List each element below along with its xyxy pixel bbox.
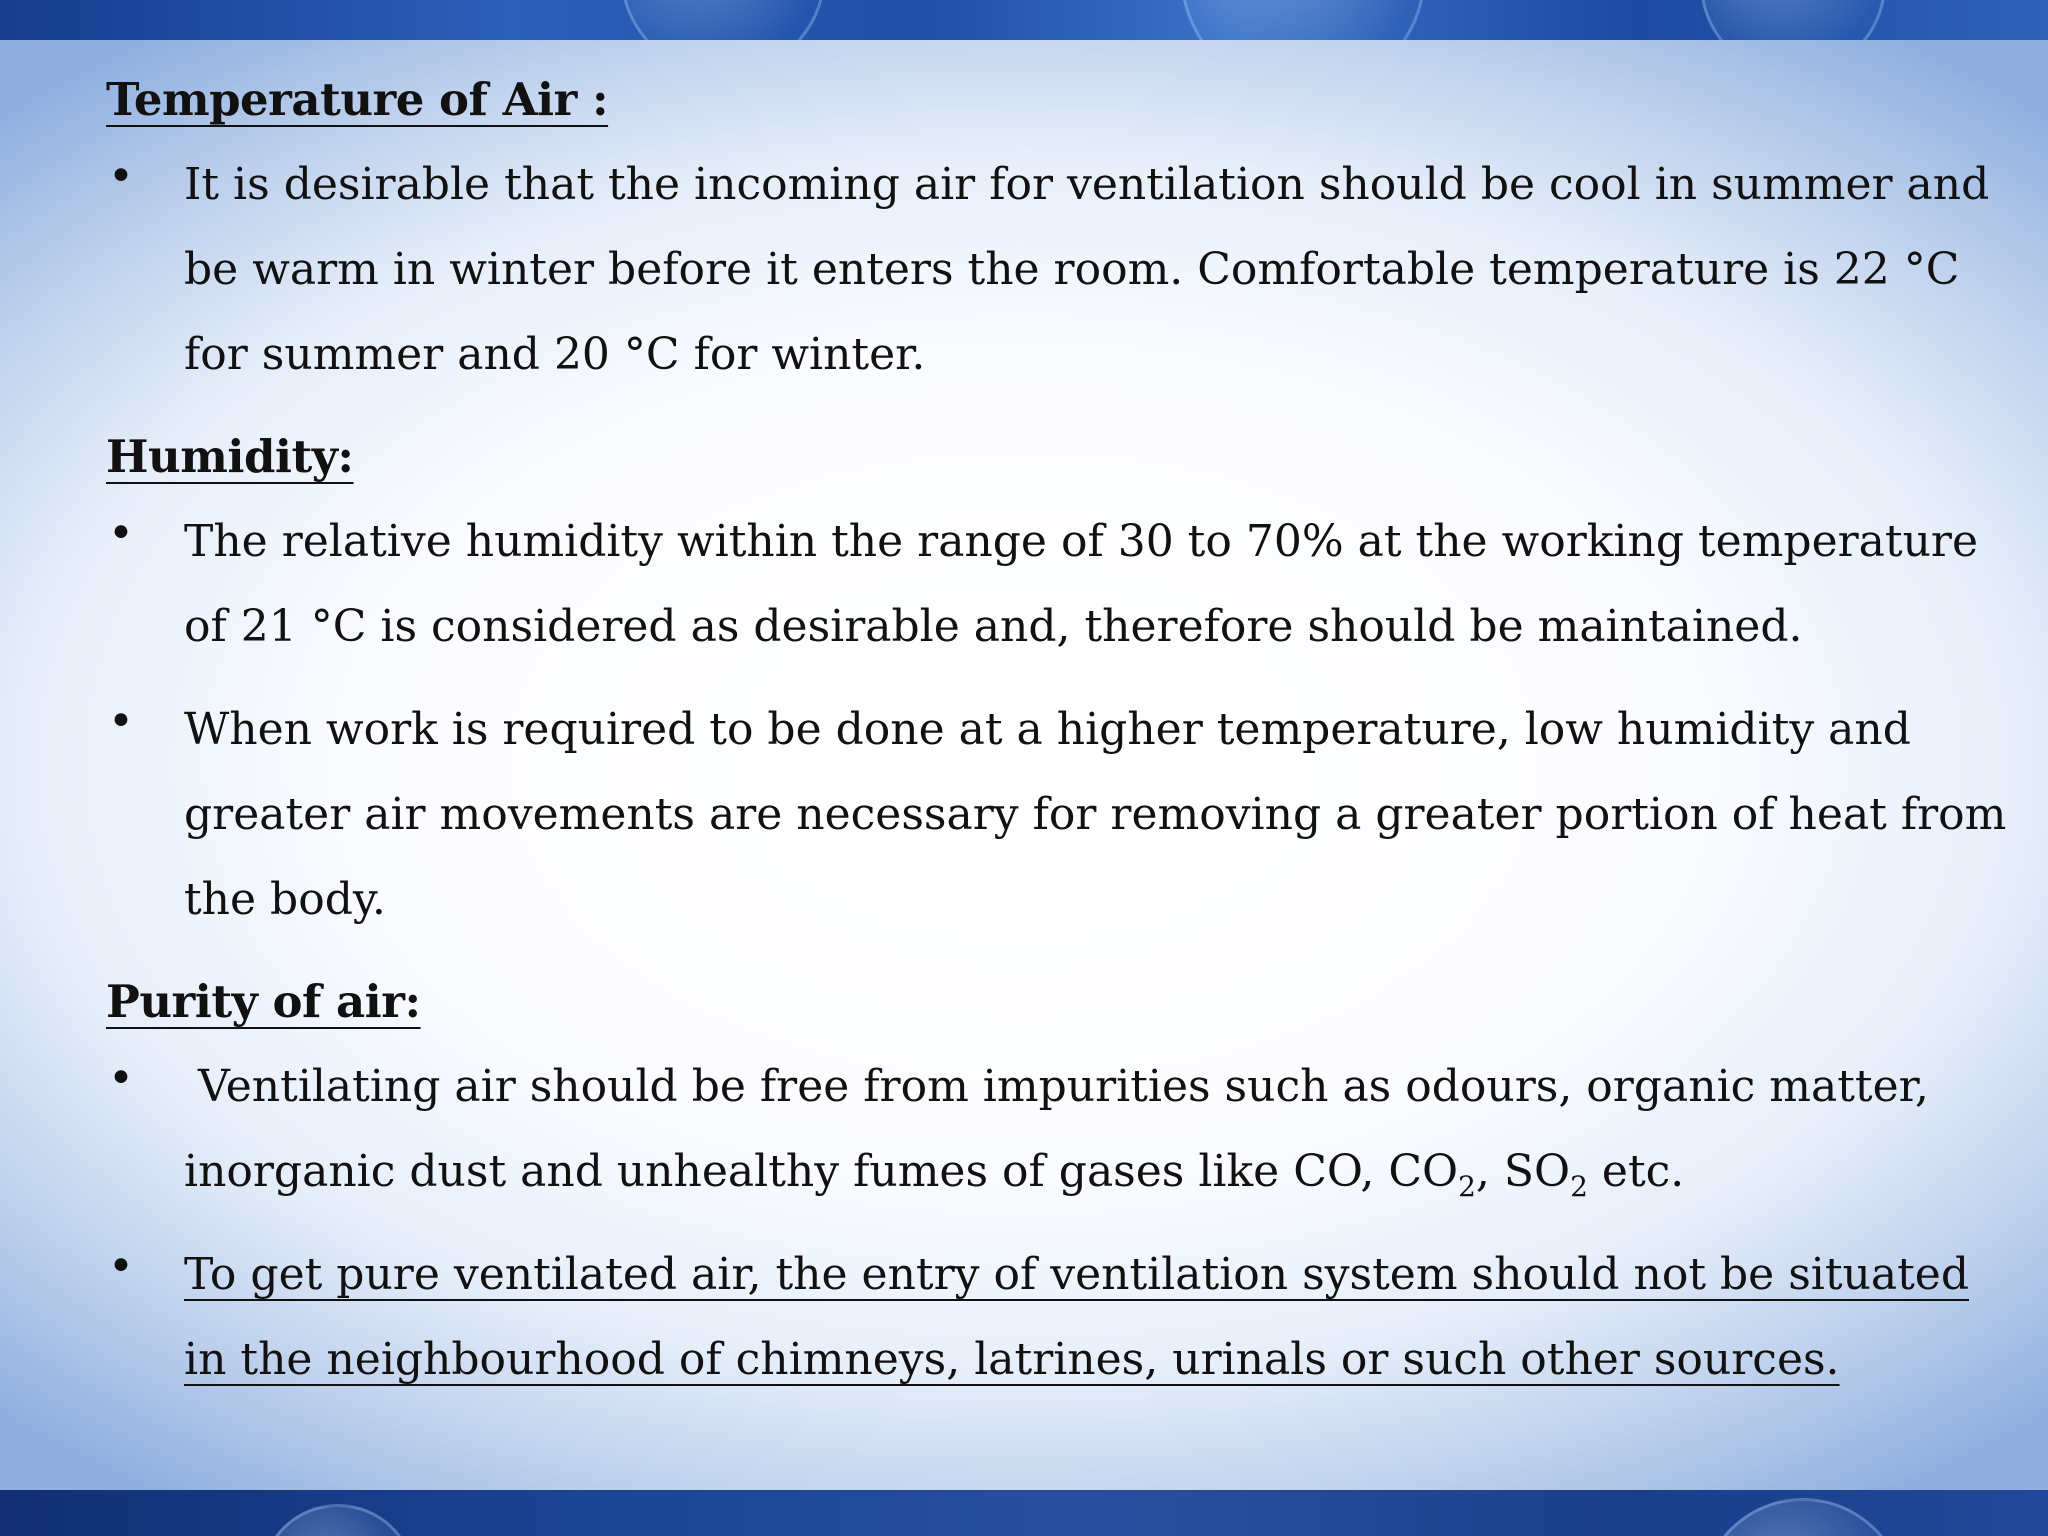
slide-body xyxy=(0,40,2048,1490)
bullet-text-mid: , SO xyxy=(1475,1146,1571,1197)
bullet-item xyxy=(106,1044,2024,1214)
bullet-item xyxy=(106,687,2024,942)
slide-content xyxy=(106,58,2007,1420)
heading-purity-of-air: Purity of air: xyxy=(106,975,421,1028)
bullet-text-underlined: To get pure ventilated air, the entry of ventilation system should not be situated in the neighbourhood of chimneys, latrines, urinals or such other sources. xyxy=(184,1249,1969,1385)
subscript: 2 xyxy=(1570,1169,1588,1203)
bubble-decoration xyxy=(1180,0,1426,40)
heading-humidity: Humidity: xyxy=(106,430,354,483)
bullet-icon: • xyxy=(108,1053,134,1104)
bubble-decoration xyxy=(620,0,826,40)
bullet-item xyxy=(106,1232,2024,1402)
bullet-text: The relative humidity within the range of 30 to 70% at the working temperature of 21 °C is considered as desirable and, therefore should be maintained. xyxy=(184,516,1978,652)
bullet-text-line2: inorganic dust and unhealthy fumes of gases like CO, CO xyxy=(184,1146,1459,1197)
bullet-icon: • xyxy=(108,696,134,747)
heading-temperature-of-air: Temperature of Air : xyxy=(106,73,609,126)
bullet-icon: • xyxy=(108,508,134,559)
bullet-item xyxy=(106,142,2024,397)
bullet-text: When work is required to be done at a higher temperature, low humidity and greater air movements are necessary for removing a greater portion of heat from the body. xyxy=(184,704,2007,925)
bubble-decoration xyxy=(1700,1498,1906,1536)
bubble-decoration xyxy=(1700,0,1886,40)
bullet-text: It is desirable that the incoming air for ventilation should be cool in summer and be warm in winter before it enters the room. Comfortable temperature is 22 °C for summer and 20 °C for winter. xyxy=(184,159,1990,380)
top-decorative-band xyxy=(0,0,2048,40)
bullet-item xyxy=(106,499,2024,669)
bullet-icon: • xyxy=(108,1241,134,1292)
bullet-text-end: etc. xyxy=(1587,1146,1685,1197)
bullet-text-line1: Ventilating air should be free from impurities such as odours, organic matter, xyxy=(184,1061,1929,1112)
subscript: 2 xyxy=(1458,1169,1476,1203)
bottom-decorative-band xyxy=(0,1490,2048,1536)
bullet-icon: • xyxy=(108,151,134,202)
bubble-decoration xyxy=(260,1504,416,1536)
